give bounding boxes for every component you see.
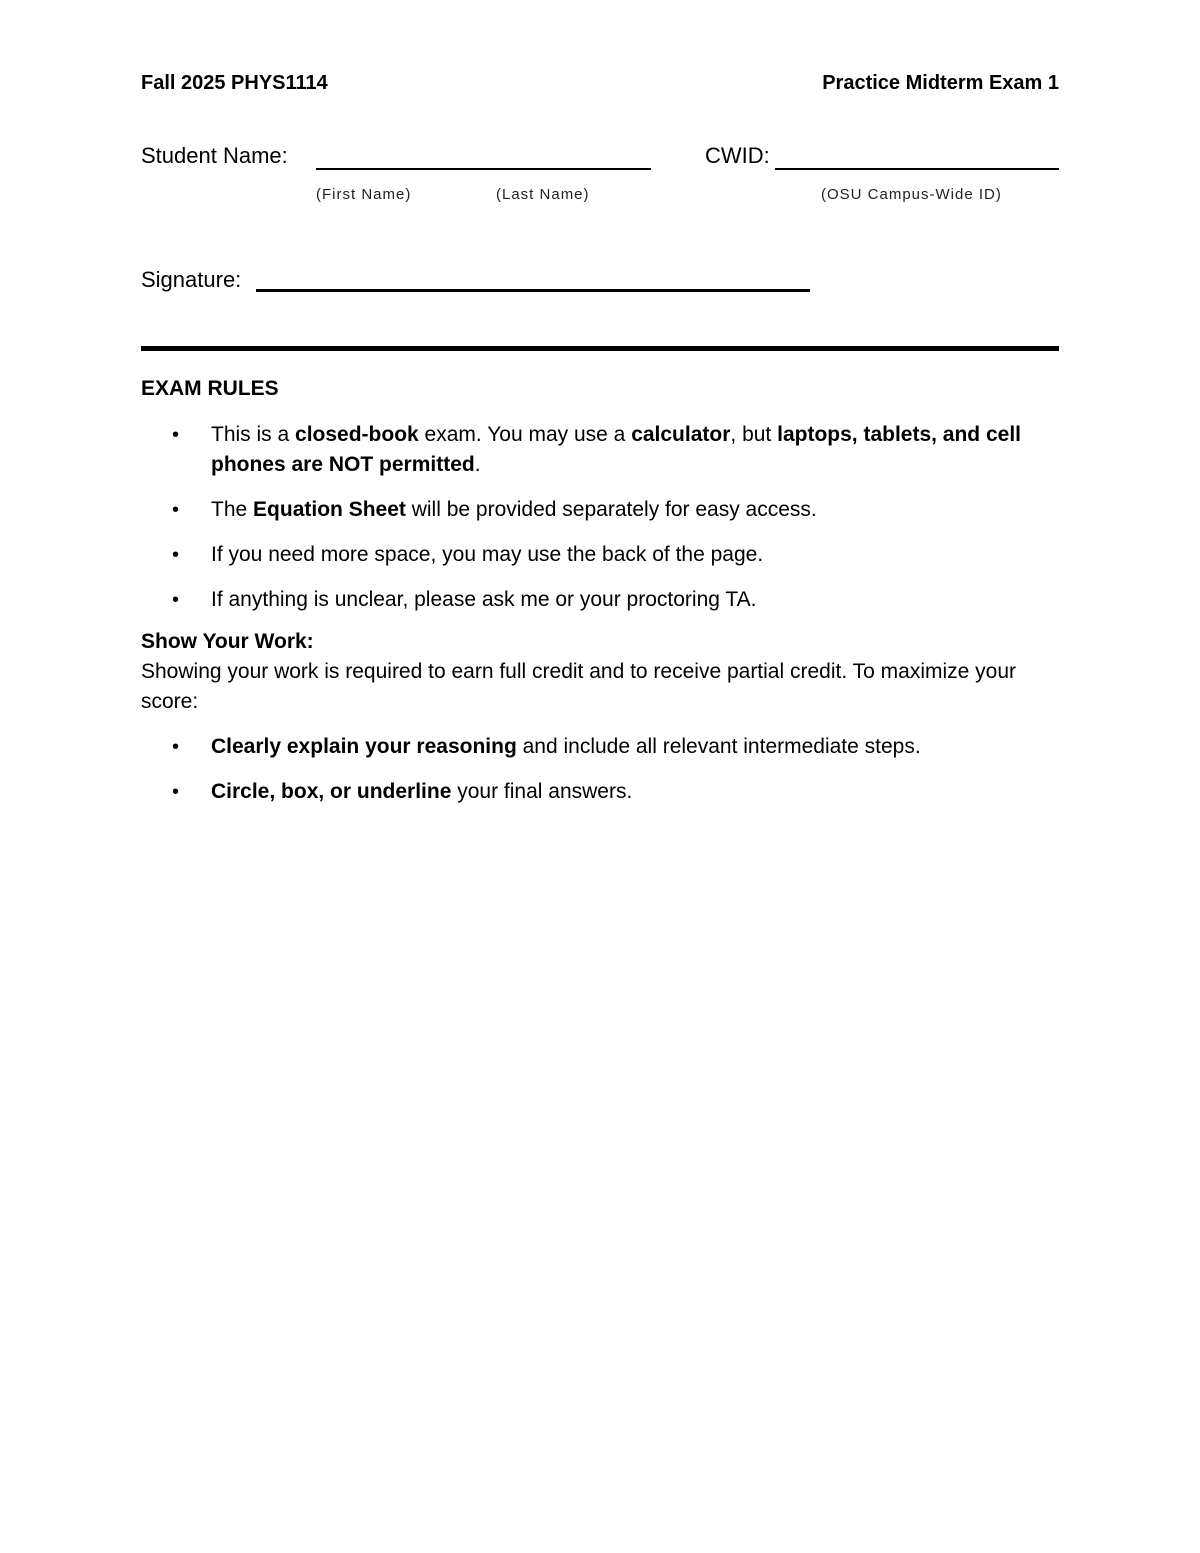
item-text: , but [730, 423, 778, 446]
emphasized-text: Equation Sheet [253, 498, 406, 521]
last-name-hint: (Last Name) [496, 186, 590, 203]
item-text: your final answers. [451, 780, 633, 803]
item-text: This is a [211, 423, 296, 446]
exam-rule-item [141, 540, 1059, 570]
emphasized-text: Circle, box, or underline [211, 780, 452, 803]
section-divider [141, 346, 1059, 351]
item-text: The [211, 498, 254, 521]
course-term: Fall 2025 PHYS1114 [141, 72, 328, 94]
cwid-hint: (OSU Campus-Wide ID) [821, 186, 1002, 203]
exam-rule-item [141, 585, 1059, 615]
emphasized-text: closed-book [295, 423, 419, 446]
show-work-title: Show Your Work: [141, 630, 314, 653]
bullet-icon: • [172, 781, 180, 803]
exam-page [141, 0, 1059, 1553]
emphasized-text: Clearly explain your reasoning [211, 735, 517, 758]
student-name-field[interactable] [316, 168, 651, 170]
item-text: exam. You may use a [418, 423, 632, 446]
page-header [141, 72, 1059, 98]
item-text: will be provided separately for easy access. [405, 498, 817, 521]
item-text: . [474, 453, 481, 476]
bullet-icon: • [172, 736, 180, 758]
show-work-item [141, 732, 1059, 762]
cwid-field[interactable] [775, 168, 1059, 170]
exam-rules-list [141, 420, 1059, 630]
bullet-icon: • [172, 499, 180, 521]
cwid-label: CWID: [705, 143, 770, 168]
item-text: If anything is unclear, please ask me or your proctoring TA. [211, 588, 757, 611]
show-work-list [141, 732, 1059, 822]
exam-title: Practice Midterm Exam 1 [822, 72, 1059, 94]
exam-rule-item [141, 495, 1059, 525]
show-work-text: Showing your work is required to earn full credit and to receive partial credit. To maximize your score: [141, 660, 1017, 713]
item-text: and include all relevant intermediate steps. [516, 735, 921, 758]
signature-label: Signature: [141, 267, 242, 292]
exam-rule-item [141, 420, 1059, 480]
bullet-icon: • [172, 589, 180, 611]
exam-rules-title: EXAM RULES [141, 377, 279, 400]
student-name-label: Student Name: [141, 143, 288, 168]
item-text: If you need more space, you may use the back of the page. [211, 543, 764, 566]
emphasized-text: calculator [631, 423, 731, 446]
bullet-icon: • [172, 544, 180, 566]
bullet-icon: • [172, 424, 180, 446]
emphasized-text: laptops, tablets, and cell phones are NOT permitted [211, 423, 1021, 476]
signature-field[interactable] [256, 289, 810, 292]
show-work-item [141, 777, 1059, 807]
first-name-hint: (First Name) [316, 186, 412, 203]
